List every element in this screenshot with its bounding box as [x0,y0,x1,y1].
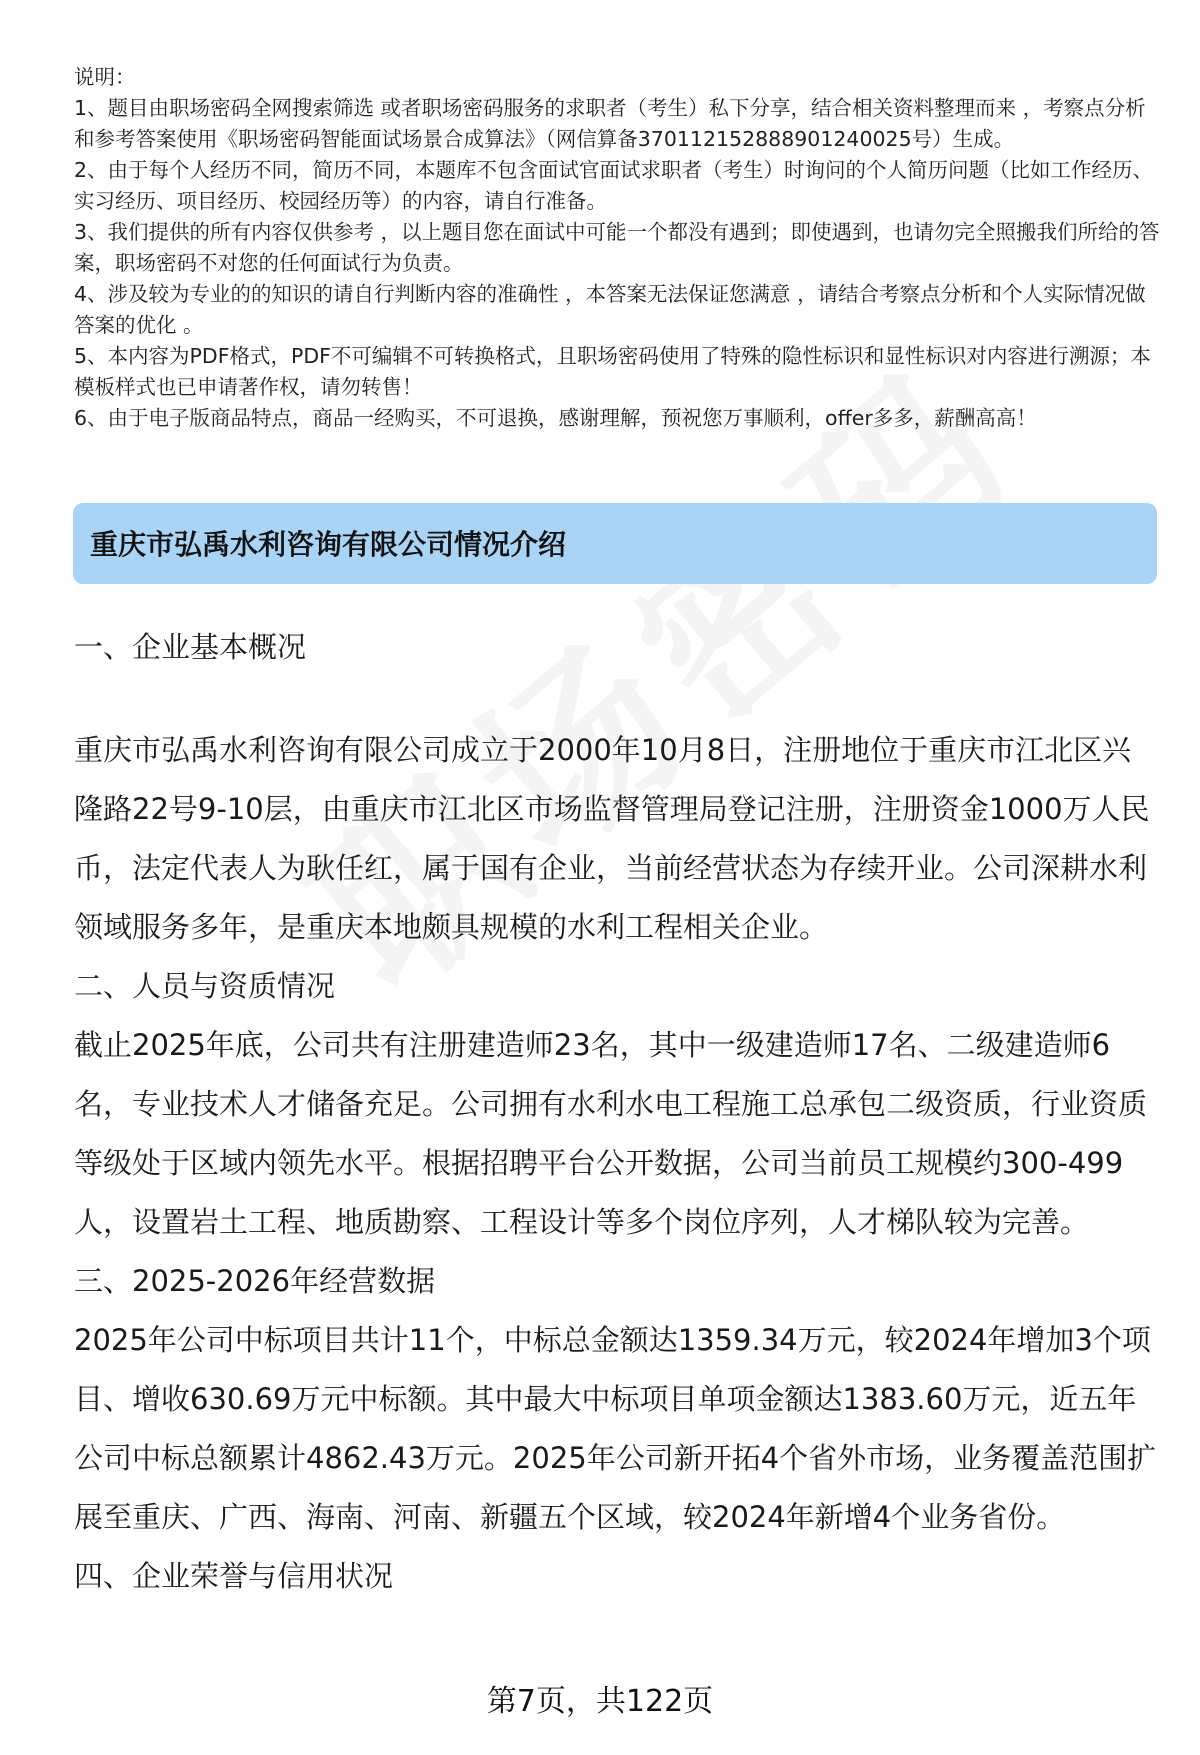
section-heading: 二、人员与资质情况 [74,969,336,1003]
note-item: 3、我们提供的所有内容仅供参考 ，以上题目您在面试中可能一个都没有遇到；即使遇到，也请勿完全照搬我们所给的答案，职场密码不对您的任何面试行为负责。 [74,220,1160,275]
notes-block [74,62,1160,434]
section-heading: 一、企业基本概况 [74,630,307,664]
section-body: 截止2025年底，公司共有注册建造师23名，其中一级建造师17名、二级建造师6名，专业技术人才储备充足。公司拥有水利水电工程施工总承包二级资质，行业资质等级处于区域内领先水平。根据招聘平台公开数据，公司当前员工规模约300-499人，设置岩土工程、地质勘察、工程设计等多个岗位序列，人才梯队较为完善。 [74,1028,1148,1239]
section-heading: 四、企业荣誉与信用状况 [74,1559,394,1593]
note-item: 5、本内容为PDF格式，PDF不可编辑不可转换格式，且职场密码使用了特殊的隐性标识和显性标识对内容进行溯源；本模板样式也已申请著作权，请勿转售！ [74,344,1151,399]
section-body: 重庆市弘禹水利咨询有限公司成立于2000年10月8日，注册地位于重庆市江北区兴隆路22号9-10层，由重庆市江北区市场监督管理局登记注册，注册资金1000万人民币，法定代表人为耿任红，属于国有企业，当前经营状态为存续开业。公司深耕水利领域服务多年，是重庆本地颇具规模的水利工程相关企业。 [74,733,1150,944]
note-item: 1、题目由职场密码全网搜索筛选 或者职场密码服务的求职者（考生）私下分享，结合相关资料整理而来 ，考察点分析和参考答案使用《职场密码智能面试场景合成算法》（网信算备370112152888901240025号）生成。 [74,96,1146,151]
page-title: 重庆市弘禹水利咨询有限公司情况介绍 [90,528,567,561]
note-item: 2、由于每个人经历不同，简历不同，本题库不包含面试官面试求职者（考生）时询问的个人简历问题（比如工作经历、实习经历、项目经历、校园经历等）的内容，请自行准备。 [74,158,1154,213]
note-item: 4、涉及较为专业的的知识的请自行判断内容的准确性 ，本答案无法保证您满意 ，请结合考察点分析和个人实际情况做答案的优化 。 [74,282,1146,337]
section-heading: 三、2025-2026年经营数据 [74,1264,436,1298]
note-item: 6、由于电子版商品特点，商品一经购买，不可退换，感谢理解，预祝您万事顺利，offer多多，薪酬高高！ [74,406,1037,430]
section-body: 2025年公司中标项目共计11个，中标总金额达1359.34万元，较2024年增加3个项目、增收630.69万元中标额。其中最大中标项目单项金额达1383.60万元，近五年公司中标总额累计4862.43万元。2025年公司新开拓4个省外市场，业务覆盖范围扩展至重庆、广西、海南、河南、新疆五个区域，较2024年新增4个业务省份。 [74,1323,1157,1534]
main-content [74,618,1160,1606]
page-number: 第7页，共122页 [486,1684,714,1719]
notes-heading: 说明： [74,65,136,89]
section-title-banner [73,503,1157,584]
